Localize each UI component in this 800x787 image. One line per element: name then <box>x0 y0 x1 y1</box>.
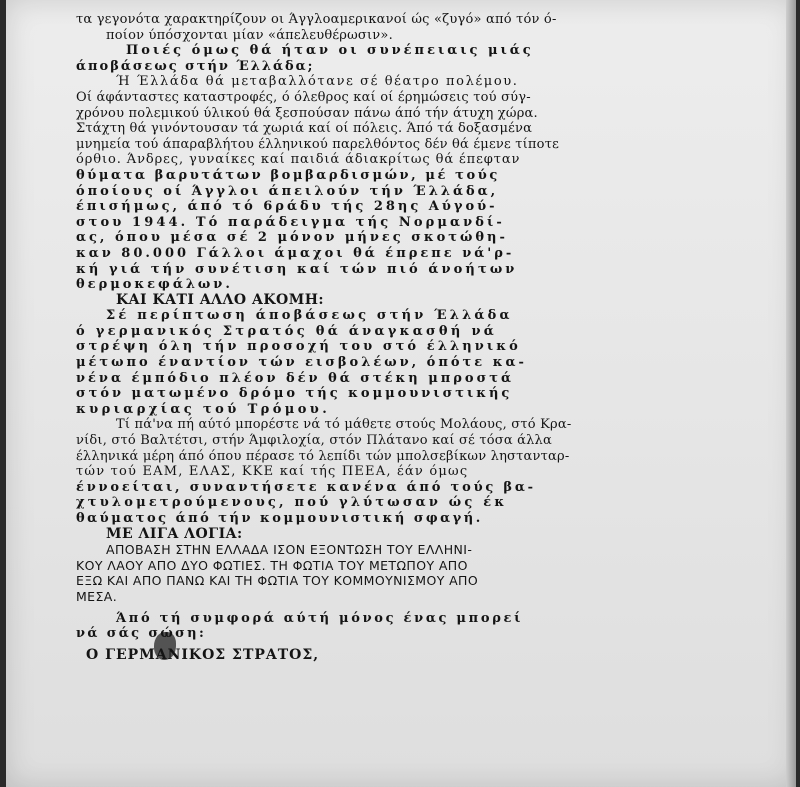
text-line: Σέ περίπτωση άποβάσεως στήν Έλλάδα <box>106 308 513 324</box>
section-heading: ΚΑΙ ΚΑΤΙ ΑΛΛΟ ΑΚΟΜΗ: <box>116 291 325 308</box>
text-line: χρόνου πολεμικού ύλικού θά ξεσπούσαν πάνω άπό τήν άτυχη χώρα. <box>76 105 538 121</box>
text-line: Οί άφάνταστες καταστροφές, ό όλεθρος καί οί έρημώσεις τού σύγ- <box>76 89 531 105</box>
text-line: Στάχτη θά γινόντουσαν τά χωριά καί οί πόλεις. Άπό τά δοξασμένα <box>76 121 533 137</box>
text-line: κυριαρχίας τού Τρόμου. <box>76 401 331 417</box>
text-line: Τί πά'να πή αύτό μπορέστε νά τό μάθετε στούς Μολάους, στό Κρα- <box>116 417 572 433</box>
text-line: στρέψη όλη τήν προσοχή του στό έλληνικό <box>76 339 521 355</box>
leaflet-text <box>76 12 676 663</box>
text-line: θερμοκεφάλων. <box>76 277 233 293</box>
text-line: ας, όπου μέσα σέ 2 μόνον μήνες σκοτώθη- <box>76 230 508 246</box>
text-line: ποίον ύπόσχονται μίαν «άπελευθέρωσιν». <box>106 27 393 43</box>
text-line: νένα έμπόδιο πλέον δέν θά στέκη μπροστά <box>76 370 514 386</box>
text-line: στόν ματωμένο δρόμο τής κομμουνιστικής <box>76 386 513 402</box>
document-page <box>6 0 796 787</box>
page-edge-shadow <box>786 0 796 787</box>
caps-line: ΕΞΩ ΚΑΙ ΑΠΟ ΠΑΝΩ ΚΑΙ ΤΗ ΦΩΤΙΑ ΤΟΥ ΚΟΜΜΟΥΝΙΣΜΟΥ ΑΠΟ <box>76 573 479 589</box>
text-line: καν 80.000 Γάλλοι άμαχοι θά έπρεπε νά'ρ- <box>76 245 515 261</box>
text-line: κή γιά τήν συνέτιση καί τών πιό άνοήτων <box>76 261 518 277</box>
text-line: Άπό τή συμφορά αύτή μόνος ένας μπορεί <box>116 610 524 626</box>
text-line: Ποιές όμως θά ήταν οι συνέπειαις μιάς <box>126 43 534 59</box>
caps-line: ΑΠΟΒΑΣΗ ΣΤΗΝ ΕΛΛΑΔΑ ΙΣΟΝ ΕΞΟΝΤΩΣΗ ΤΟΥ ΕΛΛΗΝΙ- <box>106 542 473 558</box>
text-line: ό γερμανικός Στρατός θά άναγκασθή νά <box>76 323 498 339</box>
text-line: στου 1944. Τό παράδειγμα τής Νορμανδί- <box>76 214 505 230</box>
caps-line: ΚΟΥ ΛΑΟΥ ΑΠΟ ΔΥΟ ΦΩΤΙΕΣ. ΤΗ ΦΩΤΙΑ ΤΟΥ ΜΕΤΩΠΟΥ ΑΠΟ <box>76 557 468 573</box>
text-line: έννοείται, συναντήσετε κανένα άπό τούς βα- <box>76 479 536 495</box>
text-line: μέτωπο έναντίον τών εισβολέων, όπότε κα- <box>76 355 527 371</box>
text-line: θύματα βαρυτάτων βομβαρδισμών, μέ τούς <box>76 167 500 183</box>
text-line: μνημεία τού άπαραβλήτου έλληνικού παρελθόντος δέν θά έμενε τίποτε <box>76 136 560 152</box>
section-heading: ΜΕ ΛΙΓΑ ΛΟΓΙΑ: <box>106 525 243 542</box>
text-line: άποβάσεως στήν Έλλάδα; <box>76 58 315 74</box>
text-line: όρθιο. Άνδρες, γυναίκες καί παιδιά άδιακρίτως θά έπεφταν <box>76 152 521 168</box>
text-line: χτυλομετρούμενους, πού γλύτωσαν ώς έκ <box>76 495 508 511</box>
caps-line: ΜΕΣΑ. <box>76 588 118 604</box>
text-line: θαύματος άπό τήν κομμουνιστική σφαγή. <box>76 511 483 526</box>
text-line: Ή Έλλάδα θά μεταβαλλότανε σέ θέατρο πολέμου. <box>116 74 519 90</box>
text-line: νά σάς σώση: <box>76 626 207 642</box>
text-line: έπισήμως, άπό τό 6ράδυ τής 28ης Αύγού- <box>76 199 498 215</box>
text-line: τα γεγονότα χαρακτηρίζουν οι Άγγλοαμερικανοί ώς «ζυγό» από τόν ό- <box>76 12 557 27</box>
signature: Ο ΓΕΡΜΑΝΙΚΟΣ ΣΤΡΑΤΟΣ, <box>86 646 320 663</box>
text-line: νίδι, στό Βαλτέτσι, στήν Άμφιλοχία, στόν Πλάτανο καί σέ τόσα άλλα <box>76 433 552 449</box>
text-line: έλληνικά μέρη άπό όπου πέρασε τό λεπίδι τών μπολσεβίκων ληστανταρ- <box>76 448 570 464</box>
text-line: όποίους οί Άγγλοι άπειλούν τήν Έλλάδα, <box>76 183 499 199</box>
text-line: τών τού ΕΑΜ, ΕΛΑΣ, ΚΚΕ καί τής ΠΕΕΑ, έάν όμως <box>76 464 469 480</box>
